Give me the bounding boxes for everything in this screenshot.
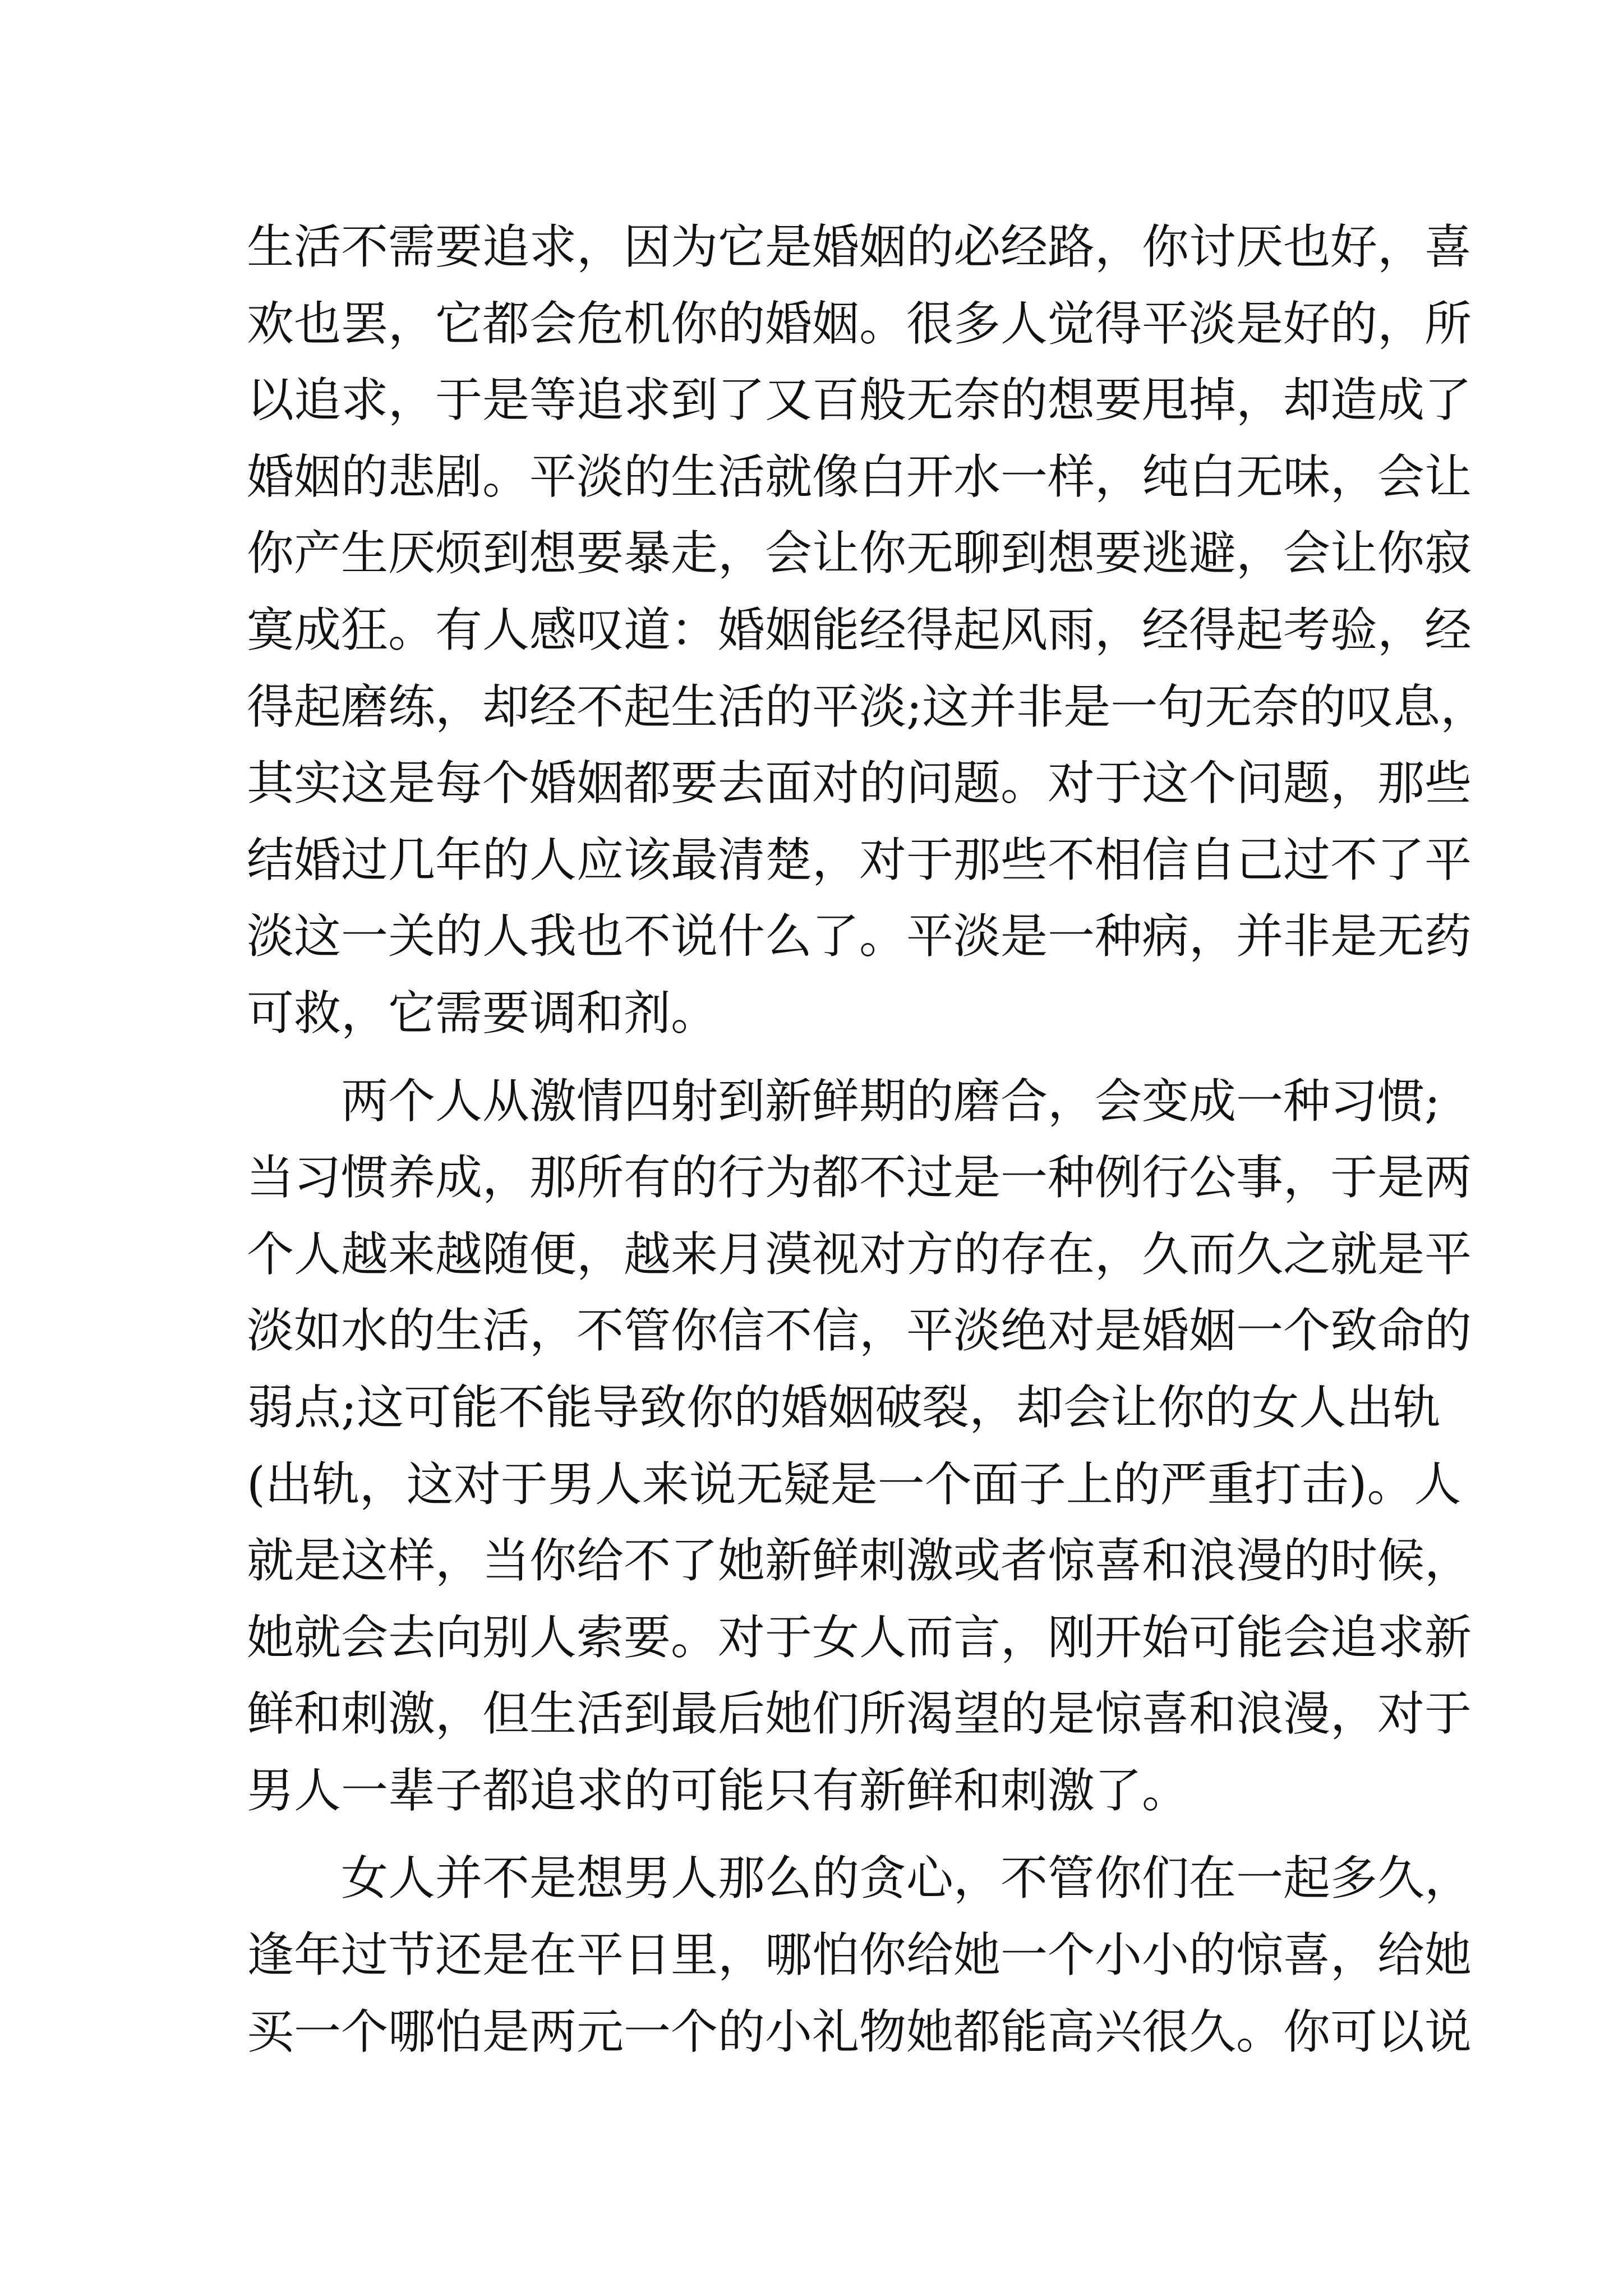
paragraph-2 bbox=[247, 1063, 1472, 1829]
text-line: 生活不需要追求，因为它是婚姻的必经路，你讨厌也好，喜 bbox=[247, 219, 1472, 274]
text-line: 个人越来越随便，越来月漠视对方的存在，久而久之就是平 bbox=[247, 1226, 1472, 1282]
text-line: 就是这样，当你给不了她新鲜刺激或者惊喜和浪漫的时候， bbox=[247, 1533, 1472, 1589]
text-line: 淡如水的生活，不管你信不信，平淡绝对是婚姻一个致命的 bbox=[247, 1303, 1472, 1359]
text-line: 结婚过几年的人应该最清楚，对于那些不相信自己过不了平 bbox=[247, 832, 1472, 887]
text-line: 男人一辈子都追求的可能只有新鲜和刺激了。 bbox=[247, 1763, 1189, 1818]
text-line: 两个人从激情四射到新鲜期的磨合，会变成一种习惯; bbox=[341, 1073, 1441, 1129]
paragraph-spacer bbox=[247, 1052, 1391, 1063]
paragraph-3 bbox=[247, 1840, 1472, 2070]
body-text bbox=[247, 209, 1488, 2070]
text-line: 以追求，于是等追求到了又百般无奈的想要甩掉，却造成了 bbox=[247, 372, 1472, 428]
paragraph-spacer bbox=[247, 1829, 1391, 1840]
text-line: 其实这是每个婚姻都要去面对的问题。对于这个问题，那些 bbox=[247, 756, 1472, 811]
text-line: 鲜和刺激，但生活到最后她们所渴望的是惊喜和浪漫，对于 bbox=[247, 1686, 1472, 1742]
text-line: 婚姻的悲剧。平淡的生活就像白开水一样，纯白无味，会让 bbox=[247, 449, 1472, 504]
paragraph-1 bbox=[247, 209, 1488, 1052]
text-line: 淡这一关的人我也不说什么了。平淡是一种病，并非是无药 bbox=[247, 909, 1472, 964]
text-line: 逢年过节还是在平日里，哪怕你给她一个小小的惊喜，给她 bbox=[247, 1927, 1472, 1983]
text-line: (出轨，这对于男人来说无疑是一个面子上的严重打击)。人 bbox=[247, 1456, 1461, 1512]
text-line: 买一个哪怕是两元一个的小礼物她都能高兴很久。你可以说 bbox=[247, 2004, 1472, 2059]
text-line: 女人并不是想男人那么的贪心，不管你们在一起多久， bbox=[341, 1851, 1472, 1906]
text-line: 她就会去向别人索要。对于女人而言，刚开始可能会追求新 bbox=[247, 1609, 1472, 1665]
text-line: 当习惯养成，那所有的行为都不过是一种例行公事，于是两 bbox=[247, 1150, 1472, 1205]
text-line: 可救，它需要调和剂。 bbox=[247, 985, 718, 1041]
text-line: 得起磨练，却经不起生活的平淡;这并非是一句无奈的叹息， bbox=[247, 679, 1488, 734]
text-line: 你产生厌烦到想要暴走，会让你无聊到想要逃避，会让你寂 bbox=[247, 526, 1472, 581]
text-line: 欢也罢，它都会危机你的婚姻。很多人觉得平淡是好的，所 bbox=[247, 296, 1472, 351]
text-line: 弱点;这可能不能导致你的婚姻破裂，却会让你的女人出轨 bbox=[247, 1379, 1441, 1435]
text-line: 寞成狂。有人感叹道：婚姻能经得起风雨，经得起考验，经 bbox=[247, 602, 1472, 657]
